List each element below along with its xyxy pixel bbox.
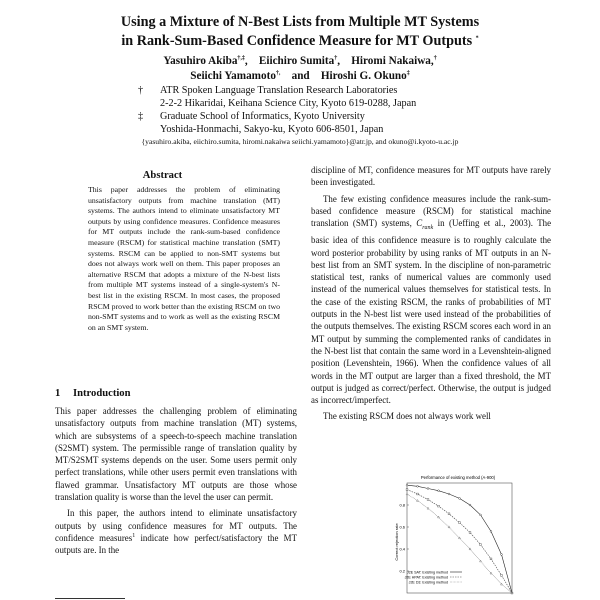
legend-label: J2E D3: Existing method	[408, 580, 448, 585]
paragraph: The existing RSCM does not always work well	[323, 411, 491, 422]
data-point	[501, 575, 503, 577]
author-name: Yasuhiro Akiba	[163, 55, 238, 67]
author-conjunction: and	[291, 70, 310, 82]
y-tick-label: 0.6	[399, 524, 405, 530]
section-heading	[55, 388, 131, 399]
data-point	[480, 544, 482, 546]
data-point	[459, 498, 461, 500]
paper-title	[0, 13, 600, 51]
data-point	[448, 513, 450, 515]
title-line-1: Using a Mixture of N-Best Lists from Multiple MT Systems	[120, 14, 480, 30]
author-name: Eiichiro Sumita	[258, 55, 335, 67]
right-column-body	[311, 164, 551, 423]
affiliation-2: ‡ Graduate School of Informatics, Kyoto University Yoshida-Honmachi, Sakyo-ku, Kyoto 606-8501, Japan	[138, 111, 384, 135]
left-column-body	[55, 405, 297, 557]
data-point	[406, 484, 408, 486]
data-point	[417, 485, 419, 487]
data-point	[501, 554, 503, 556]
affiliation-1: † ATR Spoken Language Translation Research Laboratories 2-2-2 Hikaridai, Keihana Science City, Kyoto 619-0288, Japan	[138, 85, 417, 109]
dagger-mark: †	[138, 85, 144, 96]
data-point	[438, 490, 440, 492]
data-point	[480, 560, 482, 562]
author-name: Hiromi Nakaiwa,	[351, 55, 434, 67]
legend-label: J2E HPAT: Existing method	[404, 575, 448, 580]
paragraph: This paper addresses the challenging problem of eliminating unsatisfactory outputs from machine translation (MT) systems, which are subsystems of a speech-to-speech machine translation (S2SMT) system. The permissible range of translation quality by MT/S2SMT systems depends on the user. Some users permit only perfect translations, while other users permit even translations with flawed grammar. Unsatisfactory MT outputs are those whose translation quality is worse than the level the user can permit.	[55, 406, 297, 503]
data-point	[459, 522, 461, 524]
legend-label: J2E SAT: Existing method	[406, 570, 448, 575]
math-symbol: C	[416, 218, 423, 229]
data-point	[417, 500, 419, 502]
paragraph: In this paper, the authors intend to eliminate unsatisfactory outputs by using confidence measures for MT outputs. The confidence measures$^1$ indicate how perfect/satisfactory the MT outputs are. In the	[55, 508, 297, 556]
data-point	[406, 493, 408, 495]
y-tick-label: 0.8	[399, 502, 405, 508]
abstract-heading: Abstract	[142, 170, 183, 181]
data-point	[490, 558, 492, 560]
chart-title: Performance of existing method (A-900)	[420, 475, 496, 480]
data-point	[427, 488, 429, 490]
data-point	[438, 505, 440, 507]
author-emails: {yasuhiro.akiba, eiichiro.sumita, hiromi.nakaiwa seiichi.yamamoto}@atr.jp, and okuno@i.kyoto-u.ac.jp	[141, 137, 459, 146]
data-point	[448, 493, 450, 495]
title-line-2: in Rank-Sum-Based Confidence Measure for MT Outputs	[121, 33, 473, 49]
data-point	[490, 531, 492, 533]
footnote-mark: 1	[132, 533, 136, 539]
data-point	[469, 532, 471, 534]
data-point	[501, 583, 503, 585]
data-point	[480, 514, 482, 516]
author-list: Yasuhiro Akiba†,‡, Eiichiro Sumita†, Hiromi Nakaiwa,† Seiichi Yamamoto†, and Hiroshi G. Okuno‡	[163, 55, 437, 82]
data-point	[427, 499, 429, 501]
footnote-rule	[55, 598, 125, 599]
y-ticks	[399, 502, 409, 573]
paragraph: The few existing confidence measures include the rank-sum-based confidence measure (RSCM) for statistical machine translation (SMT) systems, $C_{rank}$ in (Ueffing et al., 2003). The basic idea of this confidence measure is to roughly calculate the word posterior probability by using ranks of MT outputs in an N-best list from an SMT system. In the discipline of non-parametric statistical test, ranks of numerical values are commonly used instead of the numerical values themselves for statistical tests. In the case of the existing RSCM, the ranks of probabilities of MT outputs in the N-best list were used instead of the probabilities of the outputs themselves. The existing RSCM scores each word in an MT output by summing the complemented ranks of candidates in the N-best list that contain the same word in a Levenshtein-aligned position (Levenshtein, 1966). When the confidence values of all words in the MT output are larger than a fixed threshold, the MT output is judged as correct/perfect. Otherwise, the output is judged as incorrect/imperfect.	[311, 193, 552, 406]
data-point	[469, 504, 471, 506]
performance-chart	[390, 472, 520, 600]
section-number: 1	[55, 388, 61, 399]
data-point	[417, 493, 419, 495]
legend	[405, 570, 462, 584]
y-axis-label: Correct rejection rate	[394, 523, 399, 561]
data-point	[448, 526, 450, 528]
abstract-text: This paper addresses the problem of eliminating unsatisfactory outputs from machine translation (MT) systems. The authors intend to eliminate unsatisfactory MT outputs by using confidence measures. Confidence measures for MT outputs include the rank-sum-based confidence measure (RSCM) for statistical machine translation (SMT) systems. RSCM can be applied to non-SMT systems but does not always work well on them. This paper proposes an alternative RSCM that adopts a mixture of the N-best lists from multiple MT systems instead of a single-system's N-best list in the existing RSCM. In most cases, the proposed RSCM proved to work better than the existing RSCM on two non-SMT systems and to work as well as the existing RSCM on an SMT system.	[88, 185, 280, 332]
data-point	[406, 489, 408, 491]
section-title: Introduction	[73, 388, 131, 399]
title-footnote-mark: *	[475, 35, 479, 42]
affiliations	[138, 84, 558, 136]
paragraph: discipline of MT, confidence measures for MT outputs have rarely been investigated.	[311, 165, 551, 188]
y-tick-label: 0.2	[399, 568, 405, 574]
y-tick-label: 0.4	[399, 546, 405, 552]
author-name: Hiroshi G. Okuno	[320, 70, 407, 82]
author-name: Seiichi Yamamoto	[190, 70, 276, 82]
double-dagger-mark: ‡	[138, 111, 144, 122]
